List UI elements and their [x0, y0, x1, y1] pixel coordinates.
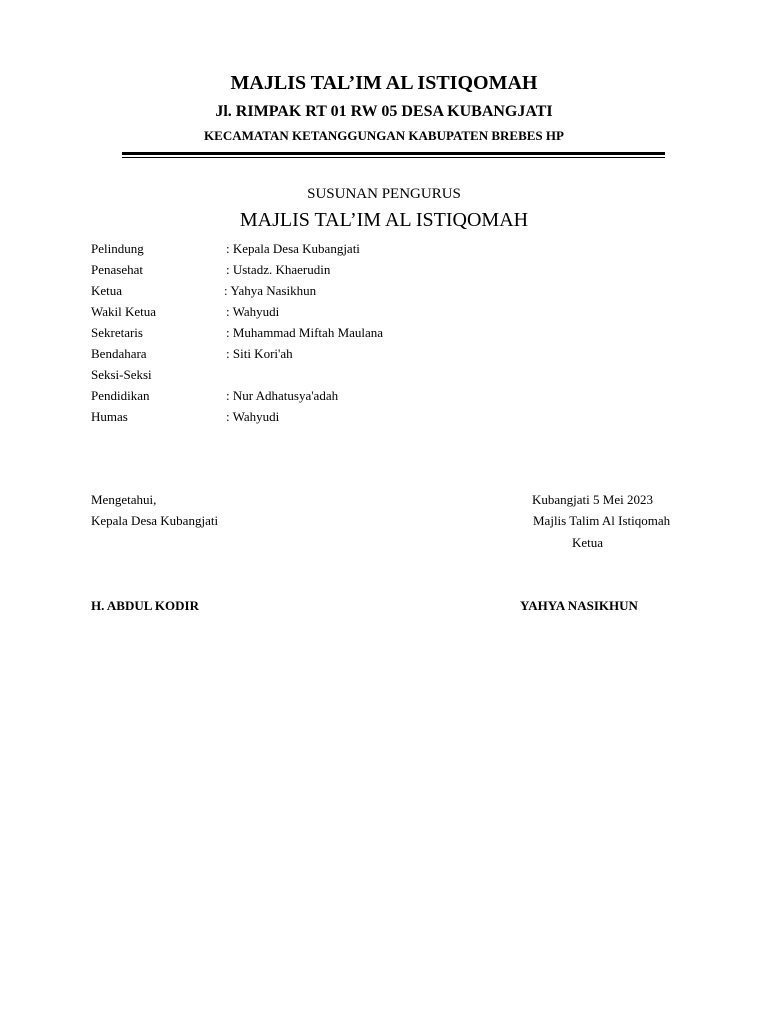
role-row-wakil-ketua — [0, 304, 768, 324]
role-value: : Yahya Nasikhun — [224, 283, 317, 298]
organization-name: MAJLIS TAL’IM AL ISTIQOMAH — [230, 72, 538, 94]
organization-address: Jl. RIMPAK RT 01 RW 05 DESA KUBANGJATI — [215, 103, 553, 120]
role-label: Seksi-Seksi — [91, 367, 152, 382]
role-label: Penasehat — [91, 262, 143, 277]
role-row-seksi-seksi — [0, 367, 768, 387]
signature-right-name: YAHYA NASIKHUN — [520, 598, 638, 613]
role-label: Wakil Ketua — [91, 304, 157, 319]
role-label: Humas — [91, 409, 128, 424]
role-label: Pendidikan — [91, 388, 150, 403]
signature-left-acknowledged: Mengetahui, — [91, 492, 157, 507]
role-row-bendahara — [0, 346, 768, 366]
signature-right-position: Ketua — [572, 535, 604, 550]
role-value: : Ustadz. Khaerudin — [226, 262, 331, 277]
role-label: Pelindung — [91, 241, 144, 256]
role-value: : Siti Kori'ah — [226, 346, 293, 361]
role-row-pelindung — [0, 241, 768, 261]
organization-district: KECAMATAN KETANGGUNGAN KABUPATEN BREBES HP — [204, 128, 564, 143]
signature-left-name: H. ABDUL KODIR — [91, 598, 199, 613]
document-subtitle: MAJLIS TAL’IM AL ISTIQOMAH — [239, 209, 529, 231]
role-value: : Nur Adhatusya'adah — [226, 388, 339, 403]
role-row-sekretaris — [0, 325, 768, 345]
role-value: : Wahyudi — [226, 409, 280, 424]
role-value: : Muhammad Miftah Maulana — [226, 325, 384, 340]
signature-right-organization: Majlis Talim Al Istiqomah — [533, 513, 671, 528]
role-row-penasehat — [0, 262, 768, 282]
role-value: : Kepala Desa Kubangjati — [226, 241, 360, 256]
role-value: : Wahyudi — [226, 304, 280, 319]
role-row-ketua — [0, 283, 768, 303]
letterhead-divider-thick — [122, 152, 665, 155]
signature-left-position: Kepala Desa Kubangjati — [91, 513, 219, 528]
signature-right-date: Kubangjati 5 Mei 2023 — [532, 492, 653, 507]
letterhead-divider-thin — [122, 157, 665, 158]
role-label: Bendahara — [91, 346, 147, 361]
role-row-humas — [0, 409, 768, 429]
document-title: SUSUNAN PENGURUS — [307, 186, 461, 202]
role-label: Ketua — [91, 283, 123, 298]
role-row-pendidikan — [0, 388, 768, 408]
role-label: Sekretaris — [91, 325, 143, 340]
